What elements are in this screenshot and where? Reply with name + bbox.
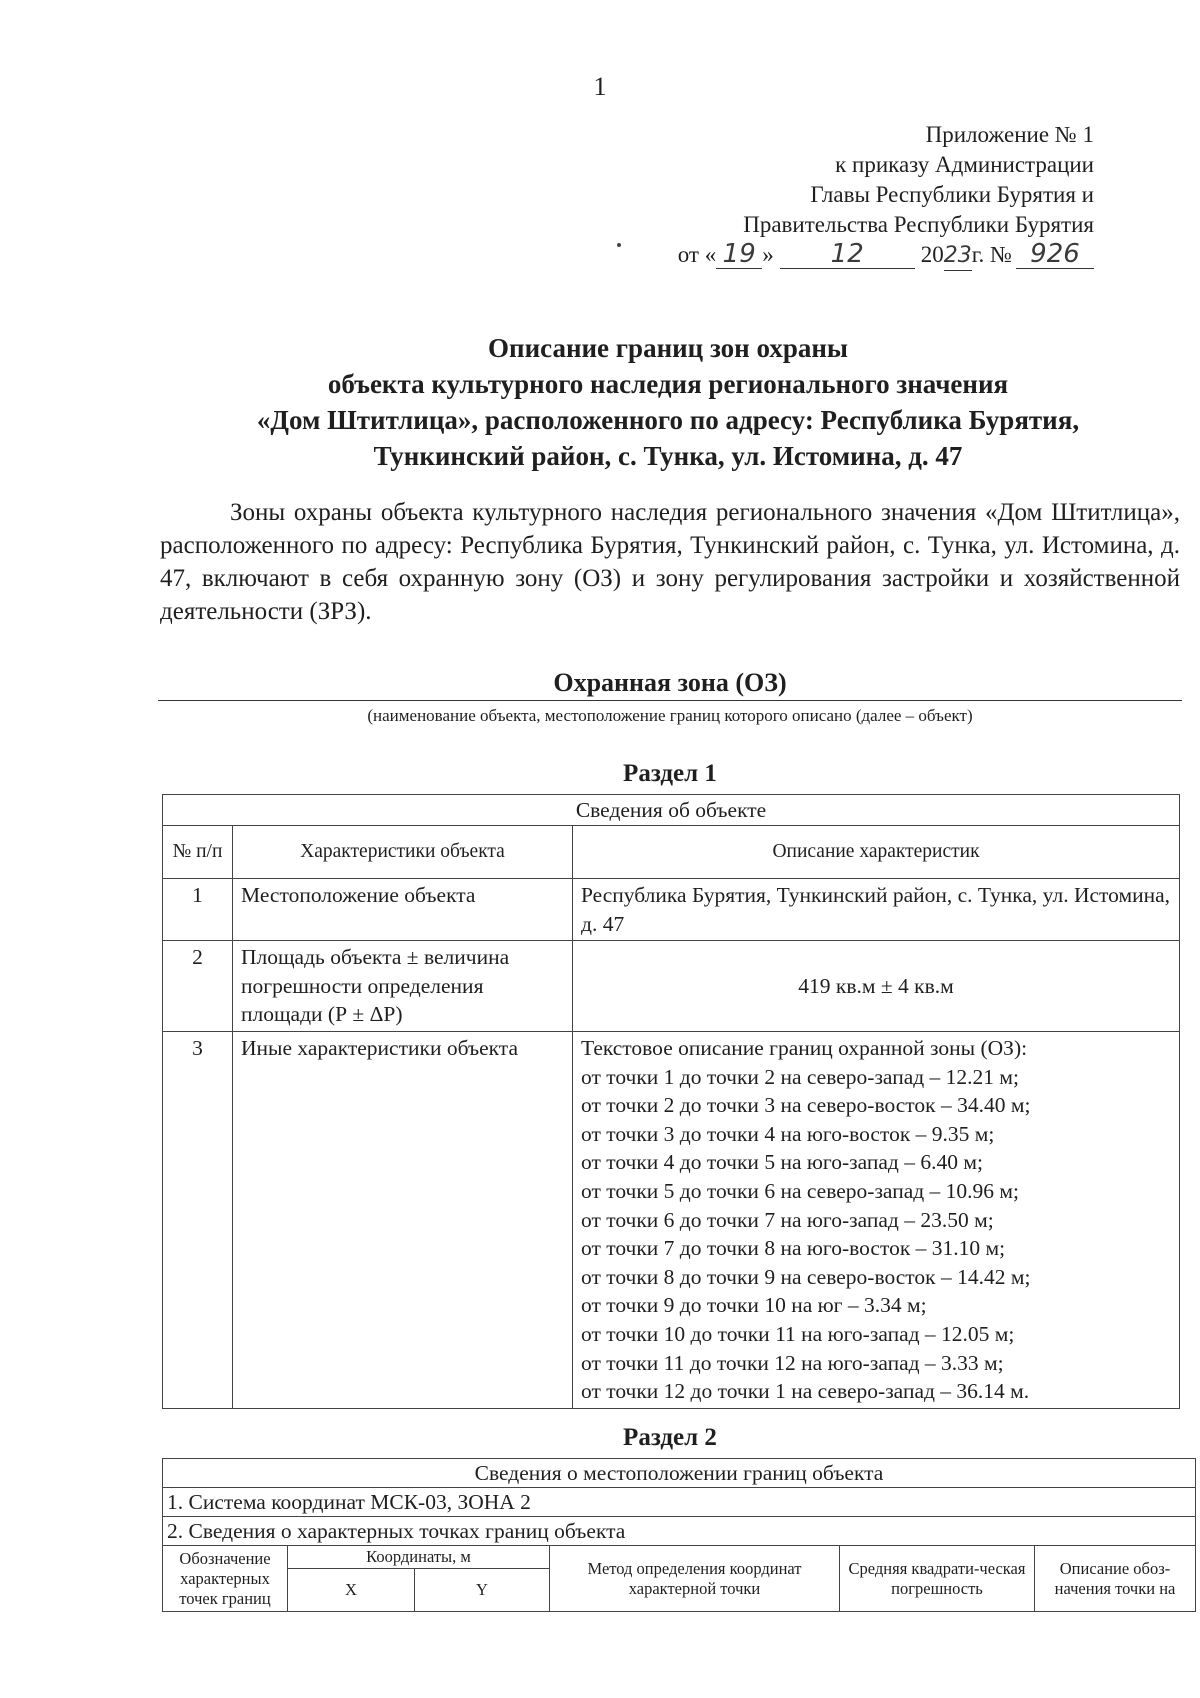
year-prefix: 20 <box>920 242 944 267</box>
title-line: Тункинский район, с. Тунка, ул. Истомина, д. 47 <box>373 441 963 471</box>
boundary-line: от точки 4 до точки 5 на юго-запад – 6.40 м; <box>581 1150 983 1175</box>
zone-caption: (наименование объекта, местоположение границ которого описано (далее – объект) <box>367 706 973 725</box>
column-header-y: Y <box>415 1569 550 1612</box>
boundary-line: от точки 2 до точки 3 на северо-восток – 34.40 м; <box>581 1093 1031 1118</box>
column-header-x: X <box>288 1569 415 1612</box>
characteristic-name: Местоположение объекта <box>233 879 573 941</box>
zone-underline <box>158 700 1182 701</box>
object-info-table <box>162 794 1180 1409</box>
row-number: 1 <box>163 879 233 941</box>
order-month: 12 <box>780 242 915 269</box>
column-header-point: Обозначение характерных точек границ <box>163 1546 288 1612</box>
row-number: 3 <box>163 1031 233 1408</box>
boundary-line: Текстовое описание границ охранной зоны (ОЗ): <box>581 1035 1028 1060</box>
boundary-line: от точки 10 до точки 11 на юго-запад – 12.05 м; <box>581 1321 1015 1346</box>
coordinate-system: 1. Система координат МСК-03, ЗОНА 2 <box>163 1488 1196 1517</box>
date-day-close: » <box>762 242 774 267</box>
column-header-coordinates: Координаты, м <box>288 1546 550 1569</box>
page-number: 1 <box>593 72 607 101</box>
characteristic-value: Республика Бурятия, Тункинский район, с. Тунка, ул. Истомина, д. 47 <box>573 879 1180 941</box>
column-header-method: Метод определения координат характерной точки <box>550 1546 840 1612</box>
number-prefix: г. № <box>971 242 1012 267</box>
table-title: Сведения об объекте <box>163 795 1180 826</box>
order-year-suffix: 23 <box>944 244 972 271</box>
table-row <box>163 1031 1180 1408</box>
order-number: 926 <box>1016 242 1094 269</box>
column-header: Описание характеристик <box>573 826 1180 879</box>
table-title: Сведения о местоположении границ объекта <box>163 1459 1196 1488</box>
boundary-line: от точки 9 до точки 10 на юг – 3.34 м; <box>581 1293 927 1318</box>
boundary-line: от точки 7 до точки 8 на юго-восток – 31.10 м; <box>581 1236 1006 1261</box>
table-row <box>163 941 1180 1032</box>
boundary-line: от точки 8 до точки 9 на северо-восток – 14.42 м; <box>581 1264 1031 1289</box>
order-date-line <box>678 240 1094 271</box>
boundary-description <box>573 1031 1180 1408</box>
column-header: Характеристики объекта <box>233 826 573 879</box>
characteristic-name: Площадь объекта ± величина погрешности определения площади (Р ± ΔР) <box>233 941 573 1032</box>
column-header-description: Описание обоз-начения точки на <box>1035 1546 1196 1612</box>
appendix-line: Главы Республики Бурятия и <box>810 182 1094 207</box>
appendix-line: к приказу Администрации <box>835 152 1094 177</box>
characteristic-value: 419 кв.м ± 4 кв.м <box>573 941 1180 1032</box>
section-2-title: Раздел 2 <box>623 1424 717 1451</box>
boundary-location-table <box>162 1458 1196 1612</box>
appendix-line: Приложение № 1 <box>925 122 1094 147</box>
row-number: 2 <box>163 941 233 1032</box>
characteristic-name: Иные характеристики объекта <box>233 1031 573 1408</box>
column-header-error: Средняя квадрати-ческая погрешность <box>840 1546 1035 1612</box>
table-row <box>163 879 1180 941</box>
document-title <box>0 330 1200 474</box>
title-line: объекта культурного наследия регионального значения <box>327 369 1009 399</box>
title-line: «Дом Штитлица», расположенного по адресу: Республика Бурятия, <box>256 405 1080 435</box>
section-1-title: Раздел 1 <box>623 760 717 787</box>
boundary-line: от точки 6 до точки 7 на юго-запад – 23.50 м; <box>581 1207 994 1232</box>
boundary-line: от точки 1 до точки 2 на северо-запад – 12.21 м; <box>581 1064 1020 1089</box>
column-header: № п/п <box>163 826 233 879</box>
scan-speck <box>617 243 621 247</box>
boundary-line: от точки 11 до точки 12 на юго-запад – 3.33 м; <box>581 1350 1004 1375</box>
boundary-line: от точки 5 до точки 6 на северо-запад – 10.96 м; <box>581 1178 1020 1203</box>
appendix-line: Правительства Республики Бурятия <box>743 212 1094 237</box>
points-info: 2. Сведения о характерных точках границ объекта <box>163 1517 1196 1546</box>
title-line: Описание границ зон охраны <box>488 333 848 363</box>
boundary-line: от точки 12 до точки 1 на северо-запад – 36.14 м. <box>581 1379 1030 1404</box>
appendix-block <box>678 120 1094 271</box>
order-day: 19 <box>716 242 762 269</box>
intro-paragraph: Зоны охраны объекта культурного наследия регионального значения «Дом Штитлица», расположенного по адресу: Республика Бурятия, Тункинский район, с. Тунка, ул. Истомина, д. 47, включают в себя охранную зону (ОЗ) и зону регулирования застройки и хозяйственной деятельности (ЗРЗ). <box>160 499 1180 625</box>
zone-heading: Охранная зона (ОЗ) <box>553 668 787 697</box>
date-prefix: от « <box>677 242 717 267</box>
boundary-line: от точки 3 до точки 4 на юго-восток – 9.35 м; <box>581 1121 995 1146</box>
